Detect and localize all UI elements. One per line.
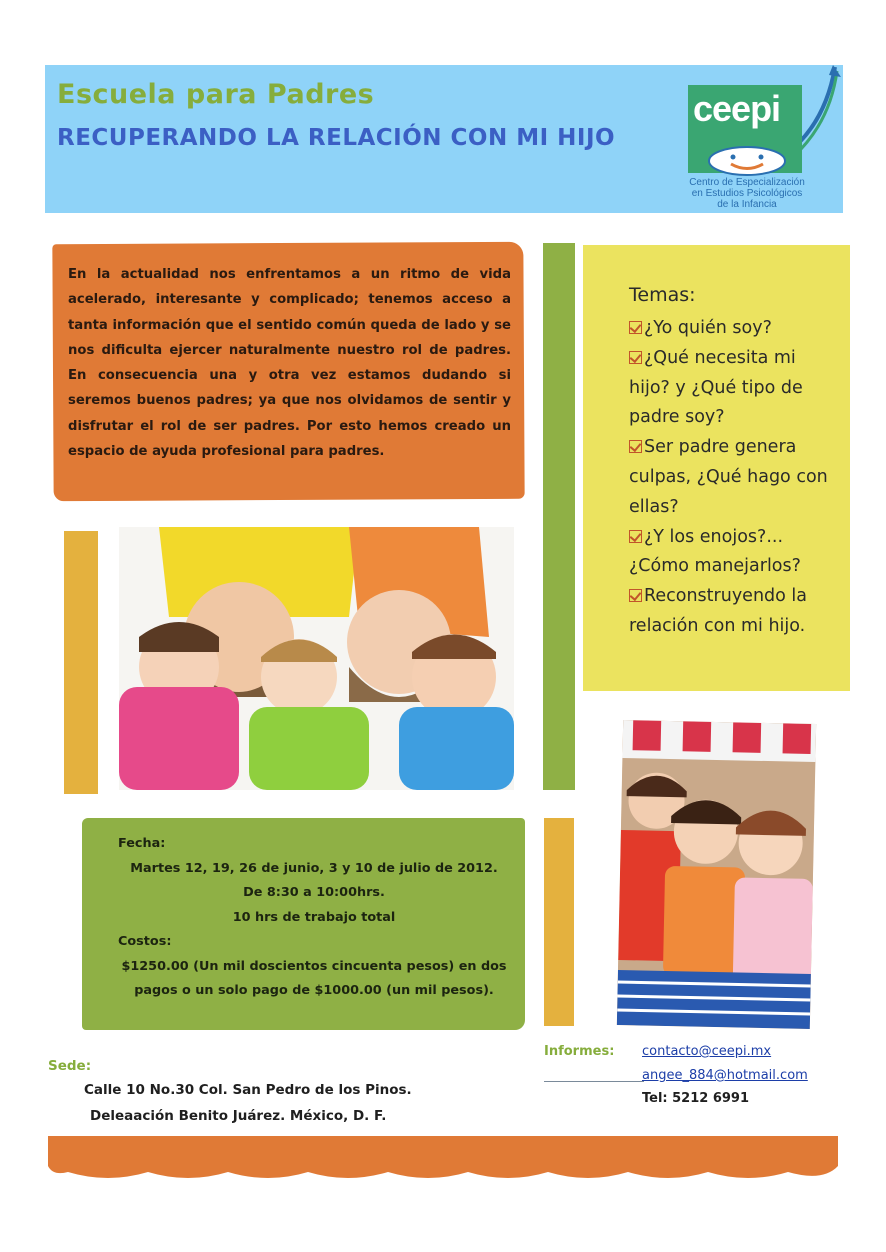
total-hours-text: 10 hrs de trabajo total [232, 909, 396, 925]
divider-line [544, 1081, 644, 1082]
hours-text: De 8:30 a 10:00hrs. [243, 885, 385, 900]
fecha-label: Fecha: [118, 836, 166, 851]
mustard-bar-right [544, 818, 574, 1026]
sede-label: Sede: [48, 1058, 92, 1074]
logo-caption-line: Centro de Especialización [689, 177, 805, 188]
checkbox-icon [629, 530, 642, 543]
topic-item [629, 523, 841, 583]
logo-caption [685, 177, 809, 210]
kids-photo-illustration [617, 720, 816, 1029]
topic-text: Reconstruyendo la relación con mi hijo. [629, 586, 808, 636]
costos-label: Costos: [118, 934, 172, 949]
ceepi-logo [685, 65, 841, 213]
topic-item [629, 344, 841, 433]
page-title: Escuela para Padres [57, 79, 375, 110]
intro-text: En la actualidad nos enfrentamos a un ritmo de vida acelerado, interesante y complicado; tenemos acceso a tanta información que el sentido común queda de lado y se nos dificulta ejercer naturalmente nuestro rol de padres. En consecuencia una y otra vez estamos dudando si seremos buenos padres; ya que nos olvidamos de sentir y disfrutar el rol de ser padres. Por esto hemos creado un espacio de ayuda profesional para padres. [68, 267, 511, 460]
topic-text: Ser padre genera culpas, ¿Qué hago con ellas? [629, 437, 828, 517]
checkbox-icon [629, 321, 642, 334]
footer-wave-band [48, 1136, 838, 1184]
checkbox-icon [629, 589, 642, 602]
topic-text: ¿Y los enojos?... ¿Cómo manejarlos? [629, 526, 801, 577]
schedule-text [118, 832, 510, 1004]
email-link-secondary[interactable]: angee_884@hotmail.com [642, 1068, 808, 1083]
mustard-bar-left [64, 531, 98, 794]
header-banner [45, 65, 843, 213]
checkbox-icon [629, 440, 642, 453]
cost-line: pagos o un solo pago de $1000.00 (un mil pesos). [134, 983, 494, 998]
family-photo [119, 527, 514, 790]
informes-label: Informes: [544, 1044, 615, 1059]
topic-item [629, 582, 841, 642]
phone-text: Tel: 5212 6991 [642, 1091, 750, 1106]
logo-caption-line: de la Infancia [717, 199, 777, 210]
topics-list [629, 314, 841, 642]
topics-title: Temas: [629, 284, 696, 306]
topic-item [629, 314, 841, 344]
topic-item [629, 433, 841, 522]
kids-photo [617, 720, 816, 1029]
family-photo-illustration [119, 527, 514, 790]
page-subtitle: RECUPERANDO LA RELACIÓN CON MI HIJO [57, 125, 616, 151]
checkbox-icon [629, 351, 642, 364]
green-divider-bar [543, 243, 575, 790]
logo-word: ceepi [693, 88, 781, 129]
topic-text: ¿Yo quién soy? [644, 318, 772, 338]
address-line: Deleaación Benito Juárez. México, D. F. [90, 1108, 387, 1124]
dates-text: Martes 12, 19, 26 de junio, 3 y 10 de julio de 2012. [130, 860, 498, 876]
address-line: Calle 10 No.30 Col. San Pedro de los Pinos. [84, 1082, 412, 1098]
cost-line: $1250.00 (Un mil doscientos cincuenta pesos) en dos [121, 958, 507, 974]
email-link-primary[interactable]: contacto@ceepi.mx [642, 1044, 772, 1059]
topic-text: ¿Qué necesita mi hijo? y ¿Qué tipo de padre soy? [629, 347, 803, 428]
logo-caption-line: en Estudios Psicológicos [691, 188, 803, 199]
